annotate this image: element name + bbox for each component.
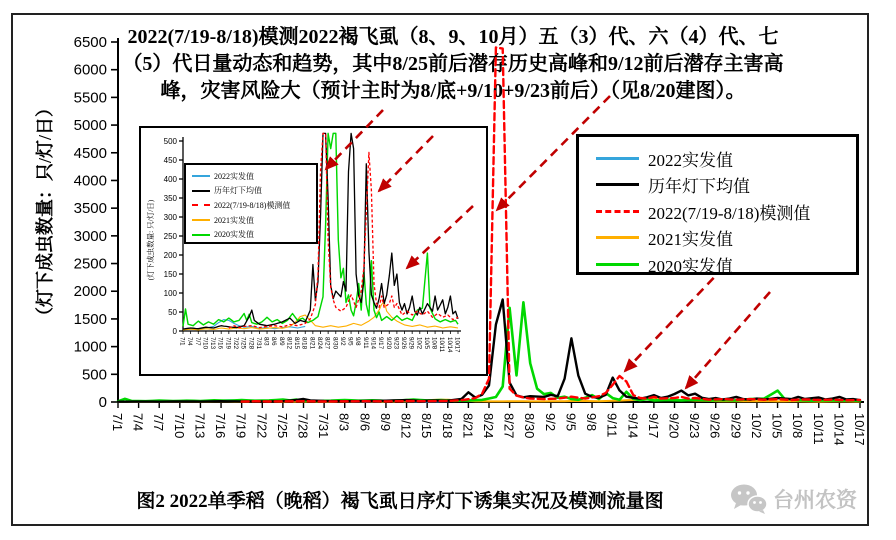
svg-text:9/29: 9/29 [407, 337, 415, 350]
legend-swatch-2021-actual [596, 236, 639, 239]
svg-text:9/29: 9/29 [728, 413, 744, 439]
svg-text:8/30: 8/30 [331, 337, 339, 350]
svg-text:150: 150 [163, 270, 177, 279]
svg-text:7/22: 7/22 [254, 413, 270, 439]
legend-label: 2022(7/19-8/18)模测值 [214, 200, 291, 210]
svg-text:500: 500 [163, 137, 177, 146]
svg-text:8/21: 8/21 [308, 337, 316, 350]
svg-text:450: 450 [163, 156, 177, 165]
legend-label: 历年灯下均值 [214, 186, 262, 196]
legend-swatch-historical-mean [192, 190, 210, 192]
svg-text:7/16: 7/16 [213, 413, 229, 439]
inset-legend [184, 163, 318, 244]
svg-text:100: 100 [163, 289, 177, 298]
svg-text:250: 250 [163, 232, 177, 241]
svg-text:8/24: 8/24 [316, 337, 323, 350]
svg-text:300: 300 [163, 213, 177, 222]
svg-text:10/17: 10/17 [453, 337, 461, 353]
legend-swatch-2022-model [596, 210, 639, 213]
svg-text:9/14: 9/14 [369, 337, 377, 350]
legend-swatch-2022-model [192, 204, 210, 206]
svg-text:7/31: 7/31 [254, 337, 262, 350]
svg-text:7/10: 7/10 [171, 413, 187, 439]
svg-text:10/11: 10/11 [810, 413, 826, 445]
watermark-text: 台州农资 [773, 489, 857, 512]
svg-text:500: 500 [81, 366, 107, 384]
svg-text:6500: 6500 [73, 34, 107, 51]
svg-text:400: 400 [163, 175, 177, 184]
svg-text:7/13: 7/13 [209, 337, 217, 350]
svg-text:8/3: 8/3 [336, 413, 352, 432]
legend-item-2022-model [596, 198, 852, 225]
inset-y-axis-title: (灯下成虫数量: 只/灯/日) [146, 199, 155, 281]
svg-text:9/26: 9/26 [400, 337, 408, 350]
svg-text:7/10: 7/10 [201, 337, 209, 350]
wechat-icon [730, 483, 768, 515]
svg-text:9/14: 9/14 [625, 413, 641, 439]
svg-text:10/11: 10/11 [438, 337, 446, 353]
svg-text:1500: 1500 [73, 310, 107, 328]
legend-item-2022-actual [596, 145, 852, 172]
legend-label: 2020实发值 [648, 256, 733, 276]
svg-text:7/19: 7/19 [224, 337, 232, 350]
svg-text:9/26: 9/26 [707, 413, 723, 439]
svg-text:7/16: 7/16 [216, 337, 224, 350]
svg-text:9/2: 9/2 [338, 337, 346, 346]
svg-text:7/13: 7/13 [192, 413, 208, 439]
legend-swatch-2022-actual [596, 157, 639, 160]
svg-text:9/23: 9/23 [392, 337, 400, 350]
svg-text:8/3: 8/3 [262, 337, 270, 346]
svg-text:9/20: 9/20 [384, 337, 392, 350]
svg-text:7/4: 7/4 [186, 337, 194, 346]
svg-text:9/11: 9/11 [604, 413, 620, 438]
svg-text:8/9: 8/9 [277, 337, 285, 346]
legend-swatch-2021-actual [192, 219, 210, 221]
svg-text:10/8: 10/8 [430, 337, 438, 350]
svg-text:3500: 3500 [73, 200, 107, 218]
legend-label: 历年灯下均值 [648, 177, 750, 197]
svg-text:7/19: 7/19 [233, 413, 249, 439]
svg-text:8/15: 8/15 [419, 413, 435, 439]
svg-text:9/17: 9/17 [377, 337, 385, 350]
svg-text:7/7: 7/7 [193, 337, 201, 346]
watermark [730, 478, 870, 520]
legend-label: 2022实发值 [648, 150, 733, 170]
svg-text:9/2: 9/2 [542, 413, 558, 432]
svg-text:0: 0 [98, 394, 107, 411]
inset-legend-item [192, 169, 315, 184]
svg-text:8/27: 8/27 [501, 413, 517, 439]
legend-swatch-2020-actual [596, 263, 639, 266]
legend-swatch-2022-actual [192, 175, 210, 177]
figure-caption: 图2 2022单季稻（晚稻）褐飞虱日序灯下诱集实况及模测流量图 [136, 491, 664, 512]
svg-text:7/1: 7/1 [178, 337, 186, 346]
svg-text:10/17: 10/17 [852, 413, 867, 446]
svg-text:10/14: 10/14 [445, 337, 453, 353]
svg-text:9/11: 9/11 [361, 337, 369, 349]
svg-text:6000: 6000 [73, 61, 107, 79]
svg-text:9/23: 9/23 [687, 413, 703, 439]
svg-text:8/30: 8/30 [522, 413, 538, 439]
legend-label: 2022(7/19-8/18)模测值 [648, 203, 811, 223]
inset-legend-item [192, 184, 315, 199]
svg-text:9/20: 9/20 [666, 413, 682, 439]
svg-text:9/8: 9/8 [354, 337, 362, 346]
legend-item-historical-mean [596, 172, 852, 199]
svg-text:4000: 4000 [73, 172, 107, 190]
svg-text:2000: 2000 [73, 283, 107, 301]
svg-text:8/24: 8/24 [481, 413, 496, 439]
main-legend [576, 134, 859, 275]
legend-label: 2021实发值 [648, 230, 733, 250]
svg-text:200: 200 [163, 251, 177, 260]
inset-legend-item [192, 227, 315, 242]
svg-text:350: 350 [163, 194, 177, 203]
svg-text:7/1: 7/1 [110, 413, 125, 432]
svg-text:7/25: 7/25 [274, 413, 290, 439]
y-axis-title: （灯下成虫数量：只/灯/日） [35, 98, 55, 326]
legend-item-2021-actual [596, 225, 852, 252]
svg-text:7/31: 7/31 [316, 413, 332, 439]
annotation-arrow-6 [686, 292, 770, 388]
svg-text:10/5: 10/5 [422, 337, 430, 350]
svg-text:10/2: 10/2 [748, 413, 764, 439]
chart-title-line-3: 峰，灾害风险大（预计主时为8/底+9/10+9/23前后）（见8/20建图）。 [160, 80, 746, 102]
svg-text:8/12: 8/12 [285, 337, 293, 350]
svg-text:9/5: 9/5 [346, 337, 354, 346]
svg-text:0: 0 [172, 327, 177, 336]
svg-text:50: 50 [168, 308, 177, 317]
svg-text:10/2: 10/2 [415, 337, 423, 350]
svg-text:8/12: 8/12 [398, 413, 414, 439]
svg-text:5500: 5500 [73, 89, 107, 107]
chart-title-line-1: 2022(7/19-8/18)模测2022褐飞虱（8、9、10月）五（3）代、六（4）代、七 [127, 26, 779, 48]
svg-text:8/18: 8/18 [300, 337, 308, 350]
inset-legend-item [192, 198, 315, 213]
svg-text:8/21: 8/21 [460, 413, 476, 439]
svg-text:9/17: 9/17 [645, 413, 661, 439]
svg-text:10/8: 10/8 [790, 413, 806, 439]
svg-text:8/27: 8/27 [323, 337, 331, 350]
chart-title-line-2: （5）代日量动态和趋势，其中8/25前后潜存历史高峰和9/12前后潜存主害高 [122, 53, 784, 75]
svg-text:7/28: 7/28 [247, 337, 255, 350]
svg-text:7/25: 7/25 [239, 337, 247, 350]
svg-text:8/15: 8/15 [293, 337, 301, 350]
svg-text:7/22: 7/22 [231, 337, 239, 350]
legend-label: 2020实发值 [214, 230, 254, 240]
svg-text:10/5: 10/5 [769, 413, 785, 439]
svg-text:5000: 5000 [73, 117, 107, 135]
svg-text:9/8: 9/8 [584, 413, 600, 432]
svg-text:8/6: 8/6 [270, 337, 278, 346]
svg-text:7/7: 7/7 [151, 413, 167, 432]
svg-text:8/18: 8/18 [439, 413, 455, 439]
svg-text:10/14: 10/14 [831, 413, 847, 446]
svg-text:7/4: 7/4 [130, 413, 146, 432]
legend-swatch-2020-actual [192, 234, 210, 236]
svg-text:4500: 4500 [73, 144, 107, 162]
legend-swatch-historical-mean [596, 183, 639, 186]
legend-label: 2021实发值 [214, 215, 254, 225]
svg-text:1000: 1000 [73, 338, 107, 356]
svg-text:2500: 2500 [73, 255, 107, 273]
svg-text:7/28: 7/28 [295, 413, 311, 439]
svg-text:9/5: 9/5 [563, 413, 579, 432]
inset-legend-item [192, 213, 315, 228]
legend-label: 2022实发值 [214, 171, 254, 181]
svg-text:3000: 3000 [73, 227, 107, 245]
annotation-arrow-5 [625, 267, 724, 371]
svg-text:8/9: 8/9 [377, 413, 393, 432]
svg-text:8/6: 8/6 [357, 413, 373, 432]
legend-item-2020-actual [596, 251, 852, 278]
